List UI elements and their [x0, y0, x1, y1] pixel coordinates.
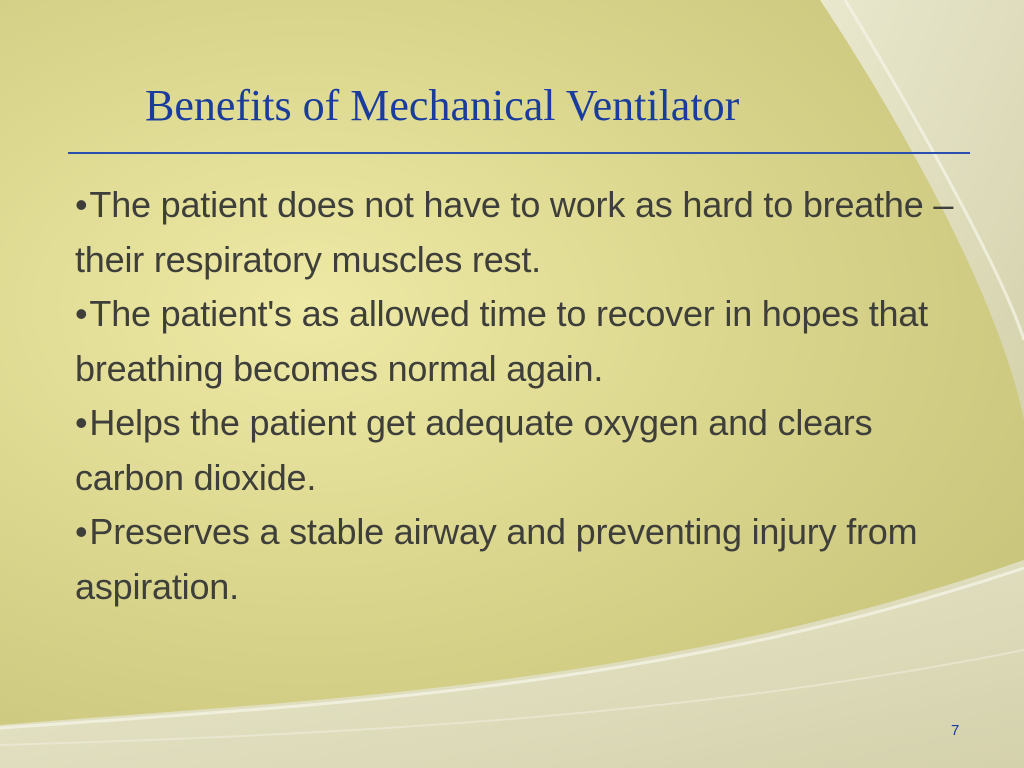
bullet-icon: •: [75, 511, 88, 552]
slide-title: Benefits of Mechanical Ventilator: [145, 81, 740, 130]
bullet-list: [75, 178, 980, 614]
bullet-icon: •: [75, 402, 88, 443]
bullet-icon: •: [75, 293, 88, 334]
bullet-text: The patient's as allowed time to recover in hopes that breathing becomes normal again.: [75, 293, 928, 389]
bullet-item: [75, 178, 980, 287]
bullet-text: Helps the patient get adequate oxygen and clears carbon dioxide.: [75, 402, 873, 498]
bullet-item: [75, 287, 980, 396]
page-number: 7: [951, 722, 960, 739]
bullet-text: Preserves a stable airway and preventing injury from aspiration.: [75, 511, 918, 607]
bullet-icon: •: [75, 184, 88, 225]
bullet-text: The patient does not have to work as hard to breathe – their respiratory muscles rest.: [75, 184, 954, 280]
bullet-item: [75, 396, 980, 505]
title-divider: [68, 152, 970, 154]
bullet-item: [75, 505, 980, 614]
